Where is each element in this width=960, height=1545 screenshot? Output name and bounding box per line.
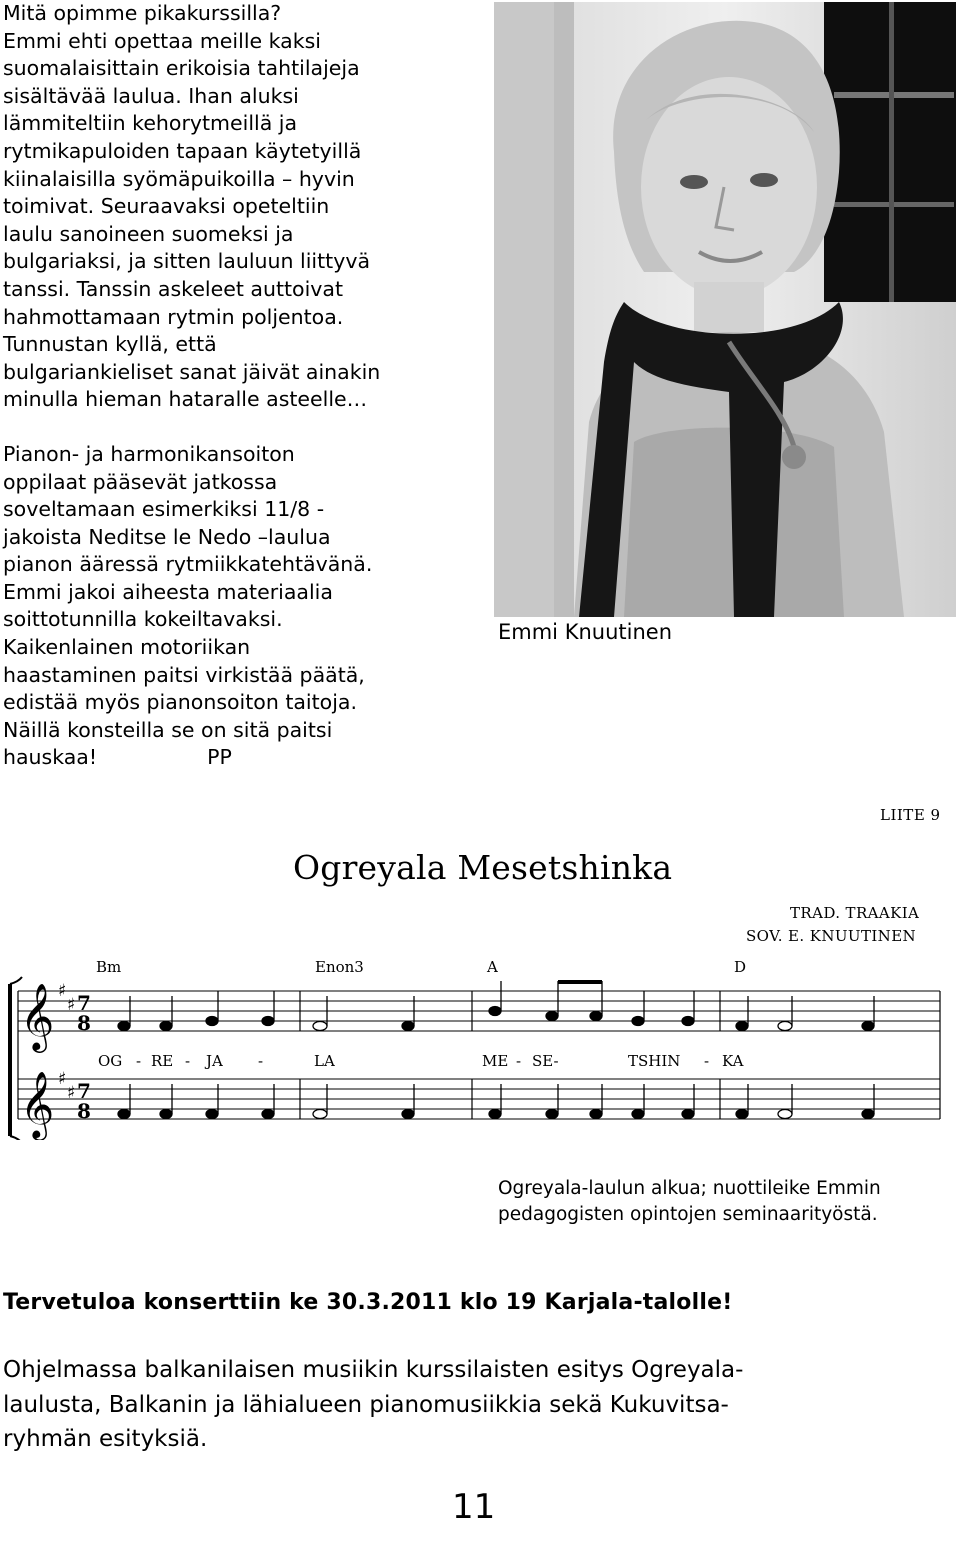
- lyric-syllable: -: [185, 1052, 191, 1070]
- lyric-syllable: -: [136, 1052, 142, 1070]
- chord-d: D: [734, 958, 747, 976]
- time-signature-top: 7: [77, 1079, 91, 1103]
- photo-caption: Emmi Knuutinen: [498, 620, 672, 644]
- article-signature: PP: [207, 745, 232, 770]
- lyric-syllable: KA: [722, 1052, 744, 1070]
- portrait-illustration: [494, 2, 956, 617]
- score-caption: [498, 1176, 881, 1228]
- sharp-icon: ♯: [67, 995, 76, 1015]
- lyric-syllable: -: [258, 1052, 264, 1070]
- sharp-icon: ♯: [58, 981, 67, 1001]
- sharp-icon: ♯: [58, 1069, 67, 1089]
- sheet-music: [0, 950, 960, 1144]
- concert-program: Ohjelmassa balkanilaisen musiikin kurssilaisten esitys Ogreyala- laulusta, Balkanin ja lähialueen pianomusiikkia sekä Kukuvitsa- ryhmän esityksiä.: [3, 1357, 744, 1452]
- lyric-syllable: JA: [206, 1052, 223, 1070]
- treble-clef-top-icon: 𝄞: [20, 982, 55, 1050]
- page-number: 11: [452, 1487, 496, 1527]
- time-signature-bottom: 8: [77, 1011, 91, 1035]
- treble-clef-bottom-icon: 𝄞: [20, 1070, 55, 1138]
- score-svg: [0, 950, 960, 1140]
- portrait-photo: [494, 2, 956, 617]
- score-caption-line-2: pedagogisten opintojen seminaarityöstä.: [498, 1204, 878, 1225]
- time-signature-bottom: 8: [77, 1099, 91, 1123]
- lyric-syllable: -: [516, 1052, 522, 1070]
- article-paragraph-2-text: Pianon- ja harmonikansoiton oppilaat pääsevät jatkossa soveltamaan esimerkiksi 11/8 - jakoista Neditse le Nedo –laulua pianon ääressä rytmiikkatehtävänä. Emmi jakoi aiheesta materiaalia soittotunnilla kokeiltavaksi. Kaikenlainen motoriikan haastaminen paitsi virkistää päätä, edistää myös pianonsoiton taitoja. Näillä konsteilla se on sitä paitsi hauskaa!: [3, 441, 373, 770]
- score-caption-line-1: Ogreyala-laulun alkua; nuottileike Emmin: [498, 1178, 881, 1199]
- lyric-syllable: SE-: [532, 1052, 559, 1070]
- sharp-icon: ♯: [67, 1083, 76, 1103]
- lyric-syllable: RE: [151, 1052, 174, 1070]
- concert-heading: Tervetuloa konserttiin ke 30.3.2011 klo 19 Karjala-talolle!: [3, 1290, 733, 1315]
- song-credit-origin: TRAD. TRAAKIA: [790, 904, 920, 922]
- article-column: [3, 0, 473, 772]
- lyric-syllable: LA: [314, 1052, 335, 1070]
- time-signature-top: 7: [77, 991, 91, 1015]
- lyric-syllable: -: [704, 1052, 710, 1070]
- lyric-syllable: TSHIN: [628, 1052, 681, 1070]
- lyric-syllable: ME: [482, 1052, 509, 1070]
- lyric-syllable: OG: [98, 1052, 123, 1070]
- chord-bm: Bm: [96, 958, 122, 976]
- chord-a: A: [487, 958, 498, 976]
- article-paragraph-2: [3, 441, 473, 772]
- song-credit-arranger: SOV. E. KNUUTINEN: [746, 927, 917, 945]
- song-title: Ogreyala Mesetshinka: [293, 848, 673, 887]
- appendix-label: LIITE 9: [880, 806, 941, 824]
- chord-enon3: Enon3: [315, 958, 364, 976]
- article-paragraph-1: Mitä opimme pikakurssilla? Emmi ehti opettaa meille kaksi suomalaisittain erikoisia tahtilajeja sisältävää laulua. Ihan aluksi lämmiteltiin kehorytmeillä ja rytmikapuloiden tapaan käytetyillä kiinalaisilla syömäpuikoilla – hyvin toimivat. Seuraavaksi opeteltiin laulu sanoineen suomeksi ja bulgariaksi, ja sitten lauluun liittyvä tanssi. Tanssin askeleet auttoivat hahmottamaan rytmin poljentoa. Tunnustan kyllä, että bulgariankieliset sanat jäivät ainakin minulla hieman hataralle asteelle…: [3, 1, 381, 412]
